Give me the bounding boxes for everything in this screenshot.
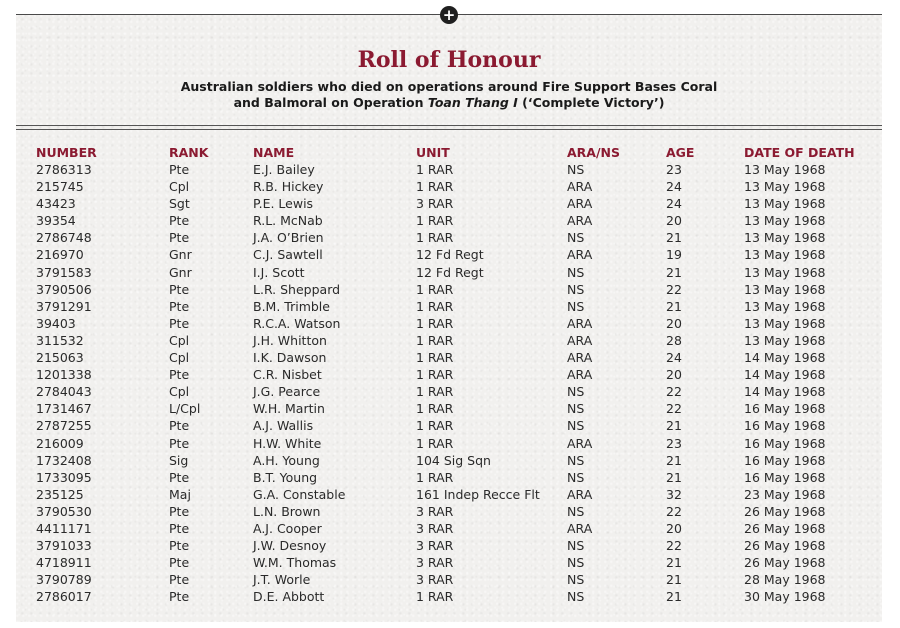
number-cell: 3791583 [36, 264, 92, 280]
name-cell: B.M. Trimble [253, 298, 330, 314]
name-cell: C.R. Nisbet [253, 367, 322, 383]
ara-ns-cell: NS [567, 384, 585, 400]
name-cell: L.R. Sheppard [253, 281, 341, 297]
column-header-rank: RANK [169, 145, 209, 160]
table-row [0, 400, 900, 417]
number-cell: 1733095 [36, 469, 92, 485]
column-header-date-of-death: DATE OF DEATH [744, 145, 855, 160]
name-cell: W.H. Martin [253, 401, 325, 417]
table-row [0, 246, 900, 263]
rank-cell: Pte [169, 213, 190, 229]
unit-cell: 1 RAR [416, 384, 454, 400]
subtitle-line-2-end: (‘Complete Victory’) [517, 95, 665, 110]
date-of-death-cell: 14 May 1968 [744, 367, 826, 383]
table-row [0, 469, 900, 486]
plus-icon[interactable]: + [440, 6, 458, 24]
rank-cell: Pte [169, 230, 190, 246]
unit-cell: 1 RAR [416, 401, 454, 417]
table-row [0, 366, 900, 383]
age-cell: 21 [666, 264, 682, 280]
table-row [0, 229, 900, 246]
age-cell: 21 [666, 469, 682, 485]
unit-cell: 1 RAR [416, 213, 454, 229]
table-row [0, 264, 900, 281]
ara-ns-cell: ARA [567, 367, 593, 383]
unit-cell: 1 RAR [416, 589, 454, 605]
column-header-name: NAME [253, 145, 295, 160]
rank-cell: Cpl [169, 384, 190, 400]
name-cell: G.A. Constable [253, 486, 346, 502]
number-cell: 4411171 [36, 520, 92, 536]
number-cell: 3791033 [36, 538, 92, 554]
unit-cell: 1 RAR [416, 298, 454, 314]
rank-cell: Pte [169, 162, 190, 177]
table-row [0, 195, 900, 212]
date-of-death-cell: 26 May 1968 [744, 520, 826, 536]
date-of-death-cell: 13 May 1968 [744, 213, 826, 229]
unit-cell: 1 RAR [416, 418, 454, 434]
unit-cell: 161 Indep Recce Flt [416, 486, 540, 502]
table-header [0, 145, 900, 161]
rank-cell: L/Cpl [169, 401, 201, 417]
table-row [0, 315, 900, 332]
name-cell: J.H. Whitton [253, 332, 327, 348]
rank-cell: Pte [169, 503, 190, 519]
unit-cell: 3 RAR [416, 538, 454, 554]
ara-ns-cell: ARA [567, 486, 593, 502]
date-of-death-cell: 23 May 1968 [744, 486, 826, 502]
age-cell: 21 [666, 589, 682, 605]
date-of-death-cell: 13 May 1968 [744, 264, 826, 280]
unit-cell: 12 Fd Regt [416, 247, 484, 263]
ara-ns-cell: ARA [567, 179, 593, 195]
rank-cell: Pte [169, 315, 190, 331]
date-of-death-cell: 16 May 1968 [744, 435, 826, 451]
rank-cell: Pte [169, 435, 190, 451]
ara-ns-cell: NS [567, 298, 585, 314]
date-of-death-cell: 30 May 1968 [744, 589, 826, 605]
subtitle-line-1: Australian soldiers who died on operations around Fire Support Bases Coral [180, 79, 718, 94]
rank-cell: Pte [169, 281, 190, 297]
date-of-death-cell: 14 May 1968 [744, 384, 826, 400]
date-of-death-cell: 14 May 1968 [744, 350, 826, 366]
rank-cell: Pte [169, 469, 190, 485]
rank-cell: Pte [169, 367, 190, 383]
table-row [0, 349, 900, 366]
number-cell: 43423 [36, 196, 76, 212]
table-row [0, 452, 900, 469]
date-of-death-cell: 13 May 1968 [744, 196, 826, 212]
name-cell: R.L. McNab [253, 213, 323, 229]
unit-cell: 1 RAR [416, 179, 454, 195]
table-row [0, 503, 900, 520]
number-cell: 215063 [36, 350, 84, 366]
ara-ns-cell: NS [567, 162, 585, 177]
date-of-death-cell: 13 May 1968 [744, 315, 826, 331]
table-row [0, 486, 900, 503]
unit-cell: 1 RAR [416, 315, 454, 331]
date-of-death-cell: 16 May 1968 [744, 401, 826, 417]
name-cell: B.T. Young [253, 469, 318, 485]
date-of-death-cell: 16 May 1968 [744, 452, 826, 468]
name-cell: J.T. Worle [253, 572, 311, 588]
ara-ns-cell: NS [567, 264, 585, 280]
rank-cell: Pte [169, 520, 190, 536]
ara-ns-cell: ARA [567, 350, 593, 366]
date-of-death-cell: 13 May 1968 [744, 298, 826, 314]
rank-cell: Pte [169, 538, 190, 554]
age-cell: 19 [666, 247, 682, 263]
rank-cell: Sgt [169, 196, 190, 212]
rank-cell: Pte [169, 298, 190, 314]
age-cell: 20 [666, 367, 682, 383]
number-cell: 3790789 [36, 572, 92, 588]
table-row [0, 161, 900, 178]
subtitle-line-2 [16, 95, 882, 111]
page-subtitle [16, 79, 882, 111]
age-cell: 20 [666, 315, 682, 331]
ara-ns-cell: ARA [567, 247, 593, 263]
name-cell: L.N. Brown [253, 503, 321, 519]
age-cell: 24 [666, 350, 682, 366]
age-cell: 21 [666, 230, 682, 246]
unit-cell: 104 Sig Sqn [416, 452, 491, 468]
table-row [0, 332, 900, 349]
rank-cell: Cpl [169, 179, 190, 195]
rank-cell: Pte [169, 418, 190, 434]
column-header-age: AGE [666, 145, 695, 160]
table-row [0, 554, 900, 571]
ara-ns-cell: NS [567, 555, 585, 571]
number-cell: 3790530 [36, 503, 92, 519]
age-cell: 23 [666, 162, 682, 177]
age-cell: 21 [666, 298, 682, 314]
date-of-death-cell: 16 May 1968 [744, 418, 826, 434]
date-of-death-cell: 13 May 1968 [744, 179, 826, 195]
ara-ns-cell: ARA [567, 196, 593, 212]
column-header-ara-ns: ARA/NS [567, 145, 621, 160]
age-cell: 22 [666, 503, 682, 519]
name-cell: J.A. O’Brien [253, 230, 324, 246]
age-cell: 23 [666, 435, 682, 451]
rank-cell: Pte [169, 555, 190, 571]
table-row [0, 520, 900, 537]
number-cell: 1732408 [36, 452, 92, 468]
table-row [0, 178, 900, 195]
table-row [0, 537, 900, 554]
date-of-death-cell: 26 May 1968 [744, 555, 826, 571]
number-cell: 4718911 [36, 555, 92, 571]
age-cell: 22 [666, 281, 682, 297]
age-cell: 20 [666, 213, 682, 229]
roll-table-body [0, 161, 900, 605]
unit-cell: 1 RAR [416, 162, 454, 177]
number-cell: 215745 [36, 179, 84, 195]
number-cell: 3790506 [36, 281, 92, 297]
number-cell: 2786748 [36, 230, 92, 246]
table-rule-top [16, 125, 882, 126]
date-of-death-cell: 26 May 1968 [744, 538, 826, 554]
name-cell: I.J. Scott [253, 264, 305, 280]
number-cell: 3791291 [36, 298, 92, 314]
rank-cell: Cpl [169, 350, 190, 366]
table-row [0, 383, 900, 400]
number-cell: 1201338 [36, 367, 92, 383]
number-cell: 39403 [36, 315, 76, 331]
rank-cell: Cpl [169, 332, 190, 348]
ara-ns-cell: ARA [567, 315, 593, 331]
age-cell: 21 [666, 418, 682, 434]
table-row [0, 298, 900, 315]
name-cell: I.K. Dawson [253, 350, 327, 366]
name-cell: J.W. Desnoy [253, 538, 327, 554]
number-cell: 39354 [36, 213, 76, 229]
name-cell: C.J. Sawtell [253, 247, 323, 263]
age-cell: 21 [666, 452, 682, 468]
ara-ns-cell: ARA [567, 332, 593, 348]
date-of-death-cell: 13 May 1968 [744, 281, 826, 297]
name-cell: A.J. Wallis [253, 418, 314, 434]
name-cell: W.M. Thomas [253, 555, 337, 571]
name-cell: R.C.A. Watson [253, 315, 341, 331]
subtitle-line-2-start: and Balmoral on Operation [233, 95, 428, 110]
date-of-death-cell: 28 May 1968 [744, 572, 826, 588]
number-cell: 216009 [36, 435, 84, 451]
ara-ns-cell: NS [567, 418, 585, 434]
rank-cell: Gnr [169, 264, 192, 280]
unit-cell: 3 RAR [416, 572, 454, 588]
unit-cell: 1 RAR [416, 367, 454, 383]
number-cell: 311532 [36, 332, 84, 348]
age-cell: 22 [666, 538, 682, 554]
date-of-death-cell: 16 May 1968 [744, 469, 826, 485]
unit-cell: 1 RAR [416, 469, 454, 485]
number-cell: 1731467 [36, 401, 92, 417]
number-cell: 2786313 [36, 162, 92, 177]
ara-ns-cell: NS [567, 589, 585, 605]
date-of-death-cell: 13 May 1968 [744, 162, 826, 177]
ara-ns-cell: NS [567, 572, 585, 588]
age-cell: 22 [666, 384, 682, 400]
rank-cell: Sig [169, 452, 189, 468]
unit-cell: 1 RAR [416, 435, 454, 451]
name-cell: P.E. Lewis [253, 196, 314, 212]
age-cell: 28 [666, 332, 682, 348]
ara-ns-cell: NS [567, 230, 585, 246]
age-cell: 21 [666, 572, 682, 588]
column-header-number: NUMBER [36, 145, 97, 160]
table-rule-bottom [16, 129, 882, 130]
unit-cell: 1 RAR [416, 350, 454, 366]
ara-ns-cell: NS [567, 538, 585, 554]
ara-ns-cell: NS [567, 452, 585, 468]
number-cell: 2787255 [36, 418, 92, 434]
ara-ns-cell: NS [567, 401, 585, 417]
name-cell: H.W. White [253, 435, 322, 451]
column-header-unit: UNIT [416, 145, 450, 160]
unit-cell: 12 Fd Regt [416, 264, 484, 280]
unit-cell: 3 RAR [416, 503, 454, 519]
age-cell: 24 [666, 196, 682, 212]
table-row [0, 417, 900, 434]
date-of-death-cell: 13 May 1968 [744, 247, 826, 263]
age-cell: 32 [666, 486, 682, 502]
table-row [0, 588, 900, 605]
number-cell: 216970 [36, 247, 84, 263]
date-of-death-cell: 13 May 1968 [744, 332, 826, 348]
unit-cell: 1 RAR [416, 332, 454, 348]
ara-ns-cell: NS [567, 281, 585, 297]
ara-ns-cell: ARA [567, 435, 593, 451]
number-cell: 235125 [36, 486, 84, 502]
ara-ns-cell: ARA [567, 520, 593, 536]
date-of-death-cell: 26 May 1968 [744, 503, 826, 519]
number-cell: 2784043 [36, 384, 92, 400]
rank-cell: Maj [169, 486, 191, 502]
name-cell: E.J. Bailey [253, 162, 315, 177]
table-row [0, 281, 900, 298]
age-cell: 21 [666, 555, 682, 571]
age-cell: 22 [666, 401, 682, 417]
age-cell: 20 [666, 520, 682, 536]
name-cell: A.J. Cooper [253, 520, 322, 536]
name-cell: R.B. Hickey [253, 179, 324, 195]
number-cell: 2786017 [36, 589, 92, 605]
page-title: Roll of Honour [357, 47, 541, 73]
name-cell: J.G. Pearce [253, 384, 321, 400]
rank-cell: Pte [169, 572, 190, 588]
unit-cell: 3 RAR [416, 196, 454, 212]
name-cell: A.H. Young [253, 452, 320, 468]
table-row [0, 435, 900, 452]
table-row [0, 212, 900, 229]
rank-cell: Gnr [169, 247, 192, 263]
age-cell: 24 [666, 179, 682, 195]
unit-cell: 1 RAR [416, 281, 454, 297]
name-cell: D.E. Abbott [253, 589, 325, 605]
unit-cell: 3 RAR [416, 520, 454, 536]
table-row [0, 571, 900, 588]
ara-ns-cell: NS [567, 503, 585, 519]
ara-ns-cell: NS [567, 469, 585, 485]
unit-cell: 3 RAR [416, 555, 454, 571]
rank-cell: Pte [169, 589, 190, 605]
operation-name: Toan Thang I [427, 95, 518, 110]
ara-ns-cell: ARA [567, 213, 593, 229]
date-of-death-cell: 13 May 1968 [744, 230, 826, 246]
unit-cell: 1 RAR [416, 230, 454, 246]
